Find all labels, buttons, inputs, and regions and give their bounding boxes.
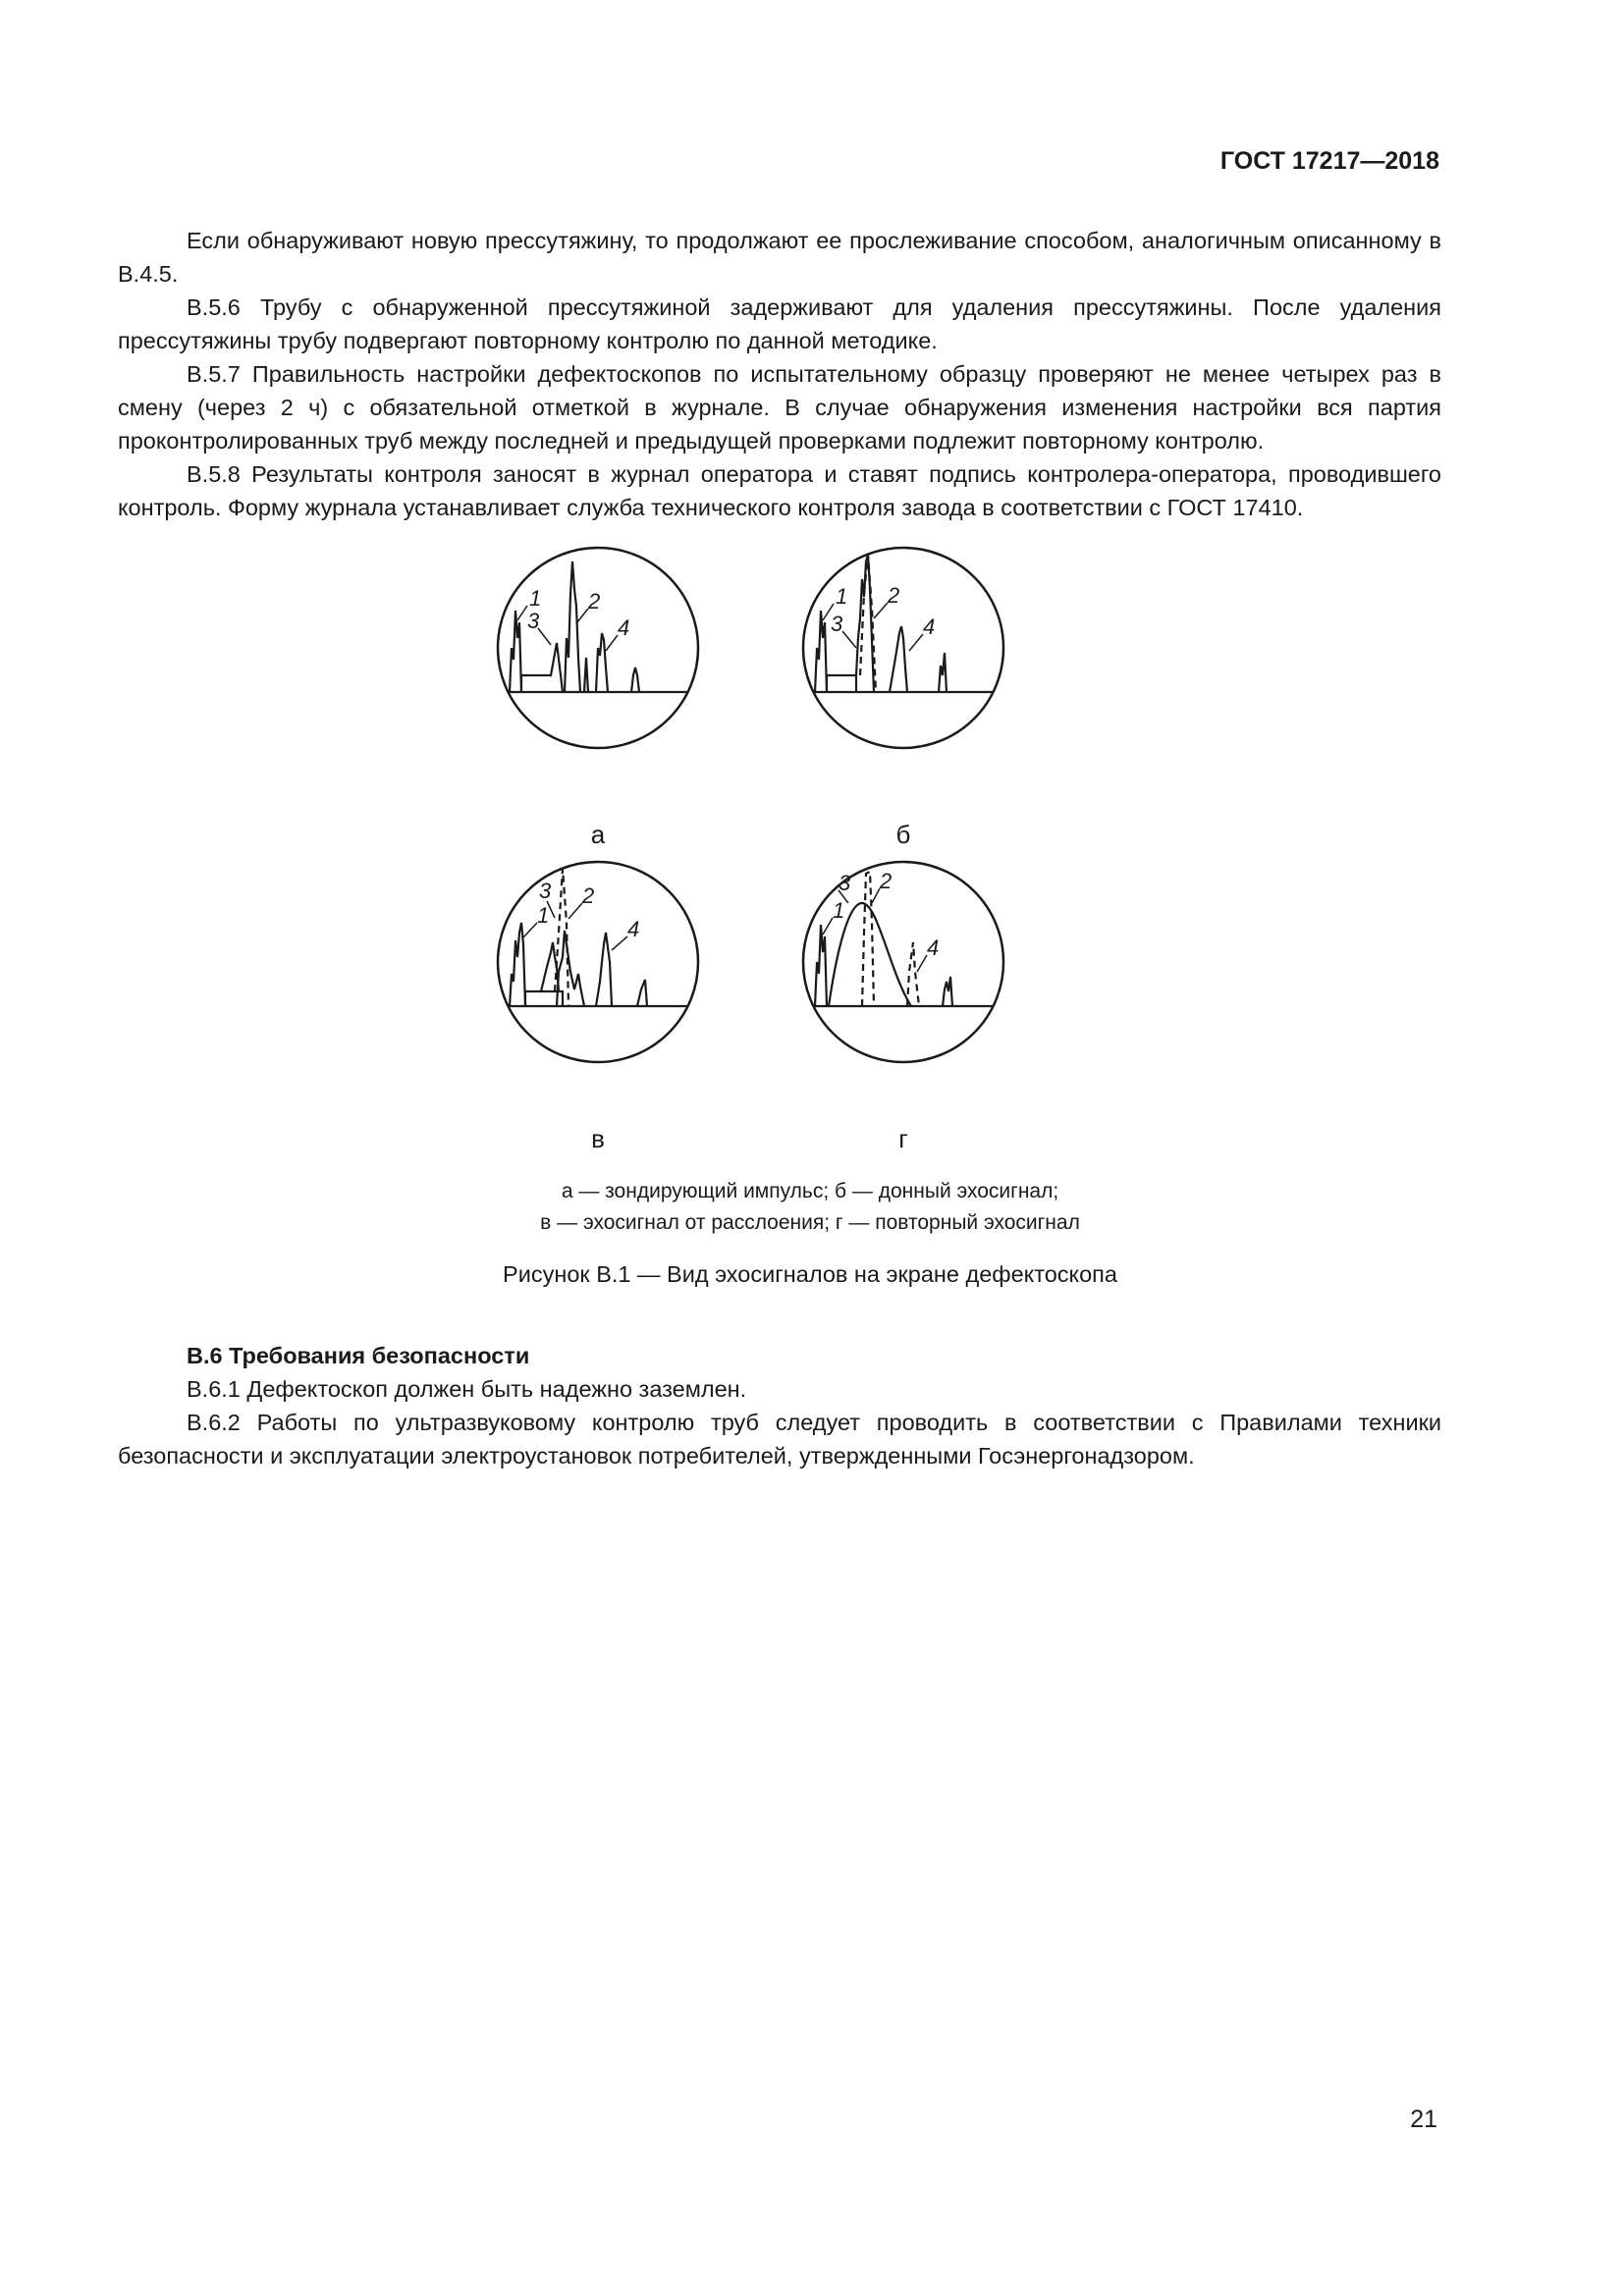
marker-4: 4 xyxy=(627,917,640,941)
panel-a xyxy=(498,550,699,849)
section-title: В.6 Требования безопасности xyxy=(187,1343,530,1368)
panel-g-screen xyxy=(803,864,1004,1095)
paragraph: Если обнаруживают новую прессутяжину, то продолжают ее прослеживание способом, аналогичным описанному в В.4.5. xyxy=(118,228,1441,287)
legend-line: в — эхосигнал от расслоения; г — повторный эхосигнал xyxy=(540,1211,1080,1234)
panel-g xyxy=(803,864,1004,1153)
panel-b-screen xyxy=(803,550,1004,780)
paragraph: В.6.1 Дефектоскоп должен быть надежно заземлен. xyxy=(187,1376,747,1402)
marker-3: 3 xyxy=(539,879,552,903)
marker-2: 2 xyxy=(880,869,893,893)
panel-b xyxy=(803,550,1004,849)
marker-1: 1 xyxy=(833,898,845,923)
panel-label: в xyxy=(591,1124,605,1153)
panel-v-screen xyxy=(498,864,699,1095)
marker-2: 2 xyxy=(582,883,595,908)
marker-2: 2 xyxy=(588,589,601,614)
document-id: ГОСТ 17217—2018 xyxy=(1219,147,1439,175)
marker-1: 1 xyxy=(537,903,550,928)
marker-4: 4 xyxy=(618,615,630,640)
marker-1: 1 xyxy=(529,586,542,611)
paragraph: В.5.7 Правильность настройки дефектоскопов по испытательному образцу проверяют не менее четырех раз в смену (через 2 ч) с обязательной отметкой в журнале. В случае обнаружения изменения настройки вся партия проконтролированных труб между последней и предыдущей проверками подлежит повторному контролю. xyxy=(118,361,1441,454)
panel-label: а xyxy=(590,820,606,849)
legend-line: а — зондирующий импульс; б — донный эхосигнал; xyxy=(561,1180,1059,1202)
marker-4: 4 xyxy=(927,935,940,960)
echo-signal-figure xyxy=(481,535,1090,1163)
body-text xyxy=(118,224,1441,524)
panel-label: б xyxy=(895,820,911,849)
paragraph: В.6.2 Работы по ультразвуковому контролю труб следует проводить в соответствии с Правилами техники безопасности и эксплуатации электроустановок потребителей, утвержденными Госэнергонадзором. xyxy=(118,1410,1441,1468)
safety-section xyxy=(118,1339,1441,1472)
panel-label: г xyxy=(898,1124,908,1153)
marker-4: 4 xyxy=(923,614,936,639)
marker-3: 3 xyxy=(839,871,851,895)
paragraph: В.5.8 Результаты контроля заносят в журнал оператора и ставят подпись контролера-оператора, проводившего контроль. Форму журнала устанавливает служба технического контроля завода в соответствии с ГОСТ 17410. xyxy=(118,461,1441,520)
page-number: 21 xyxy=(1410,2106,1437,2133)
panel-a-screen xyxy=(498,550,699,780)
figure-legend xyxy=(393,1176,1227,1239)
paragraph: В.5.6 Трубу с обнаруженной прессутяжиной задерживают для удаления прессутяжины. После удаления прессутяжины трубу подвергают повторному контролю по данной методике. xyxy=(118,294,1441,353)
marker-3: 3 xyxy=(831,612,843,636)
panel-v xyxy=(498,864,699,1153)
marker-3: 3 xyxy=(527,609,540,633)
marker-2: 2 xyxy=(888,583,900,608)
figure-caption: Рисунок В.1 — Вид эхосигналов на экране дефектоскопа xyxy=(503,1261,1117,1287)
marker-1: 1 xyxy=(836,584,848,609)
